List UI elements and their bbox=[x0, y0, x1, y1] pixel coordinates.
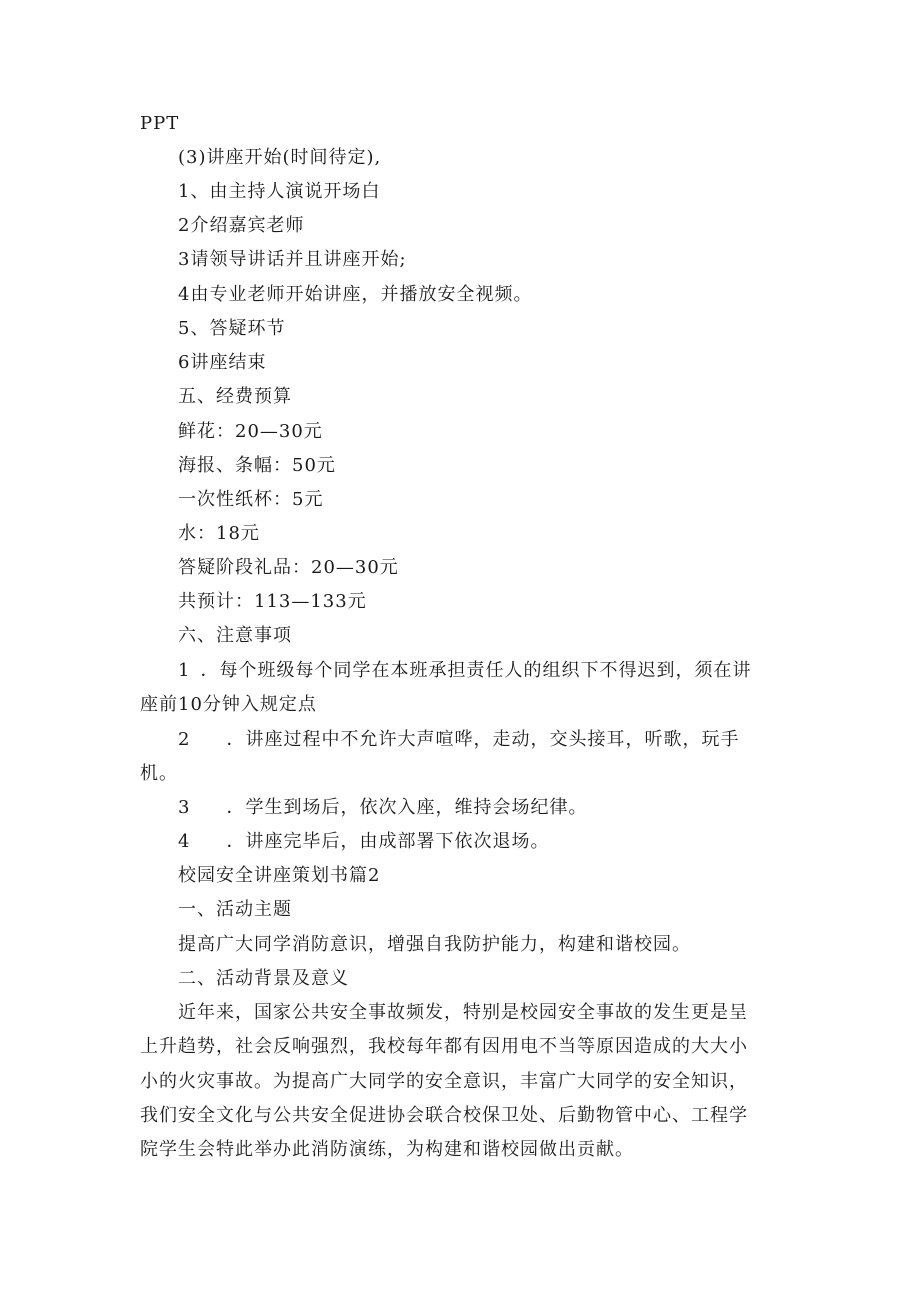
budget-total: 共预计：113—133元 bbox=[178, 591, 367, 612]
notice-item bbox=[178, 830, 549, 854]
budget-item: 水：18元 bbox=[178, 523, 260, 544]
text-line: 3请领导讲话并且讲座开始; bbox=[178, 249, 407, 270]
text-line: (3)讲座开始(时间待定), bbox=[178, 147, 382, 168]
paragraph-line: 小的火灾事故。为提高广大同学的安全意识，丰富广大同学的安全知识， bbox=[140, 1071, 748, 1092]
paragraph-line: 上升趋势，社会反响强烈，我校每年都有因用电不当等原因造成的大大小 bbox=[140, 1036, 748, 1057]
notice-text: ．讲座过程中不允许大声喧哗，走动，交头接耳，听歌，玩手 bbox=[226, 729, 740, 750]
notice-continuation: 座前10分钟入规定点 bbox=[140, 694, 317, 715]
budget-item: 一次性纸杯：5元 bbox=[178, 489, 324, 510]
notice-number: 2 bbox=[178, 729, 191, 750]
text-line: PPT bbox=[140, 113, 180, 134]
notice-item bbox=[178, 659, 751, 683]
budget-item: 答疑阶段礼品：20—30元 bbox=[178, 557, 399, 578]
text-line: 4由专业老师开始讲座，并播放安全视频。 bbox=[178, 284, 533, 305]
notice-item bbox=[178, 796, 587, 820]
section-title: 校园安全讲座策划书篇2 bbox=[178, 865, 381, 886]
text-line: 5、答疑环节 bbox=[178, 318, 286, 339]
notice-text: ．讲座完毕后，由成部署下依次退场。 bbox=[226, 831, 550, 852]
text-line: 6讲座结束 bbox=[178, 352, 267, 373]
text-line: 1、由主持人演说开场白 bbox=[178, 181, 381, 202]
text-line: 2介绍嘉宾老师 bbox=[178, 215, 305, 236]
notice-continuation: 机。 bbox=[140, 763, 178, 784]
paragraph-line: 我们安全文化与公共安全促进协会联合校保卫处、后勤物管中心、工程学 bbox=[140, 1105, 748, 1126]
notice-number: 1 bbox=[178, 660, 191, 681]
notice-text: ．每个班级每个同学在本班承担责任人的组织下不得迟到，须在讲 bbox=[200, 660, 752, 681]
budget-item: 鲜花：20—30元 bbox=[178, 421, 323, 442]
section-heading: 五、经费预算 bbox=[178, 386, 292, 407]
section-heading: 一、活动主题 bbox=[178, 899, 292, 920]
notice-number: 3 bbox=[178, 797, 191, 818]
section-heading: 二、活动背景及意义 bbox=[178, 968, 349, 989]
notice-item bbox=[178, 728, 739, 752]
notice-text: ．学生到场后，依次入座，维持会场纪律。 bbox=[226, 797, 588, 818]
section-heading: 六、注意事项 bbox=[178, 625, 292, 646]
notice-number: 4 bbox=[178, 831, 191, 852]
budget-item: 海报、条幅：50元 bbox=[178, 455, 336, 476]
paragraph-line: 院学生会特此举办此消防演练，为构建和谐校园做出贡献。 bbox=[140, 1139, 634, 1160]
paragraph: 提高广大同学消防意识，增强自我防护能力，构建和谐校园。 bbox=[178, 934, 691, 955]
paragraph-line: 近年来，国家公共安全事故频发，特别是校园安全事故的发生更是呈 bbox=[178, 1002, 748, 1023]
